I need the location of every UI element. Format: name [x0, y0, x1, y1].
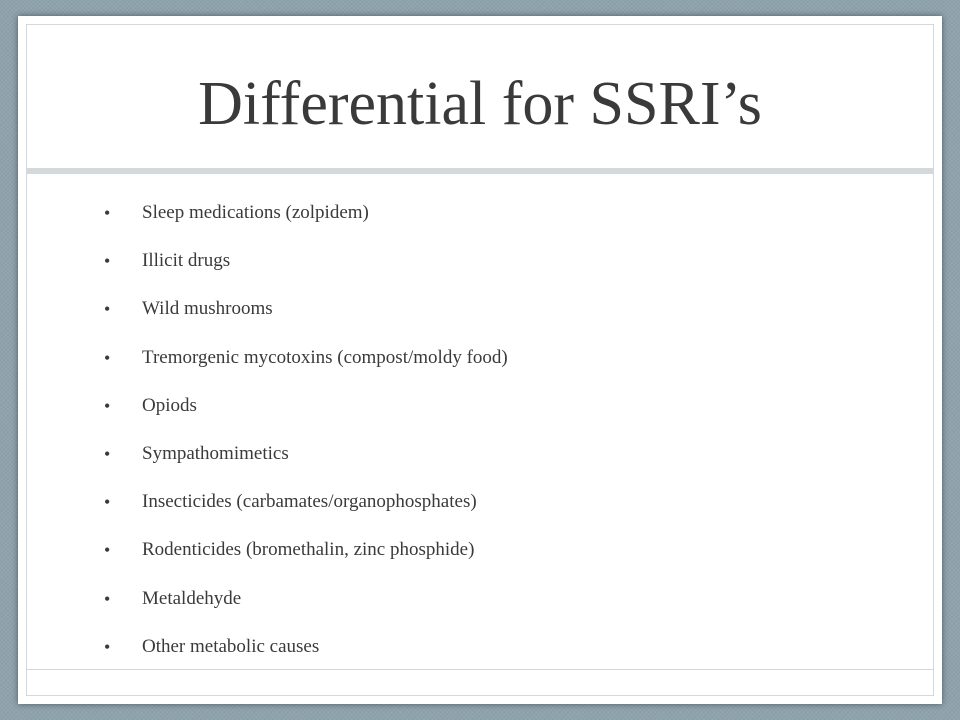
bullet-dot: • [104, 540, 111, 561]
slide [18, 16, 942, 704]
bullet-text: Sympathomimetics [142, 442, 289, 464]
slide-title: Differential for SSRI’s [198, 70, 762, 138]
bullet-text: Sleep medications (zolpidem) [142, 202, 369, 223]
bullet-text: Insecticides (carbamates/organophosphates) [142, 491, 477, 513]
bullet-dot: • [104, 395, 111, 416]
bullet-item [104, 242, 864, 290]
title-area [26, 24, 934, 168]
bullet-text: Other metabolic causes [142, 635, 320, 657]
bullet-dot: • [104, 492, 111, 513]
bullet-text: Wild mushrooms [142, 298, 273, 320]
bullet-item [104, 435, 864, 483]
bullet-item [104, 387, 864, 435]
bullet-dot: • [104, 299, 111, 320]
title-divider [26, 168, 934, 174]
bullet-item [104, 483, 864, 531]
bullet-text: Opiods [142, 394, 197, 416]
bullet-text: Metaldehyde [142, 587, 242, 609]
bullet-text: Illicit drugs [142, 250, 231, 272]
bullet-dot: • [104, 251, 111, 272]
bullet-item [104, 531, 864, 579]
bullet-text: Tremorgenic mycotoxins (compost/moldy food) [142, 346, 508, 368]
bullet-item [104, 339, 864, 387]
content-area [104, 194, 864, 676]
bullet-dot: • [104, 347, 111, 368]
bullet-dot: • [104, 588, 111, 609]
bullet-item [104, 290, 864, 338]
footer-bar [26, 669, 934, 696]
bullet-item [104, 580, 864, 628]
bullet-list [104, 194, 864, 676]
bullet-dot: • [104, 636, 111, 657]
bullet-dot: • [104, 443, 111, 464]
bullet-dot: • [104, 203, 111, 223]
bullet-text: Rodenticides (bromethalin, zinc phosphide) [142, 539, 475, 561]
bullet-item [104, 194, 864, 242]
